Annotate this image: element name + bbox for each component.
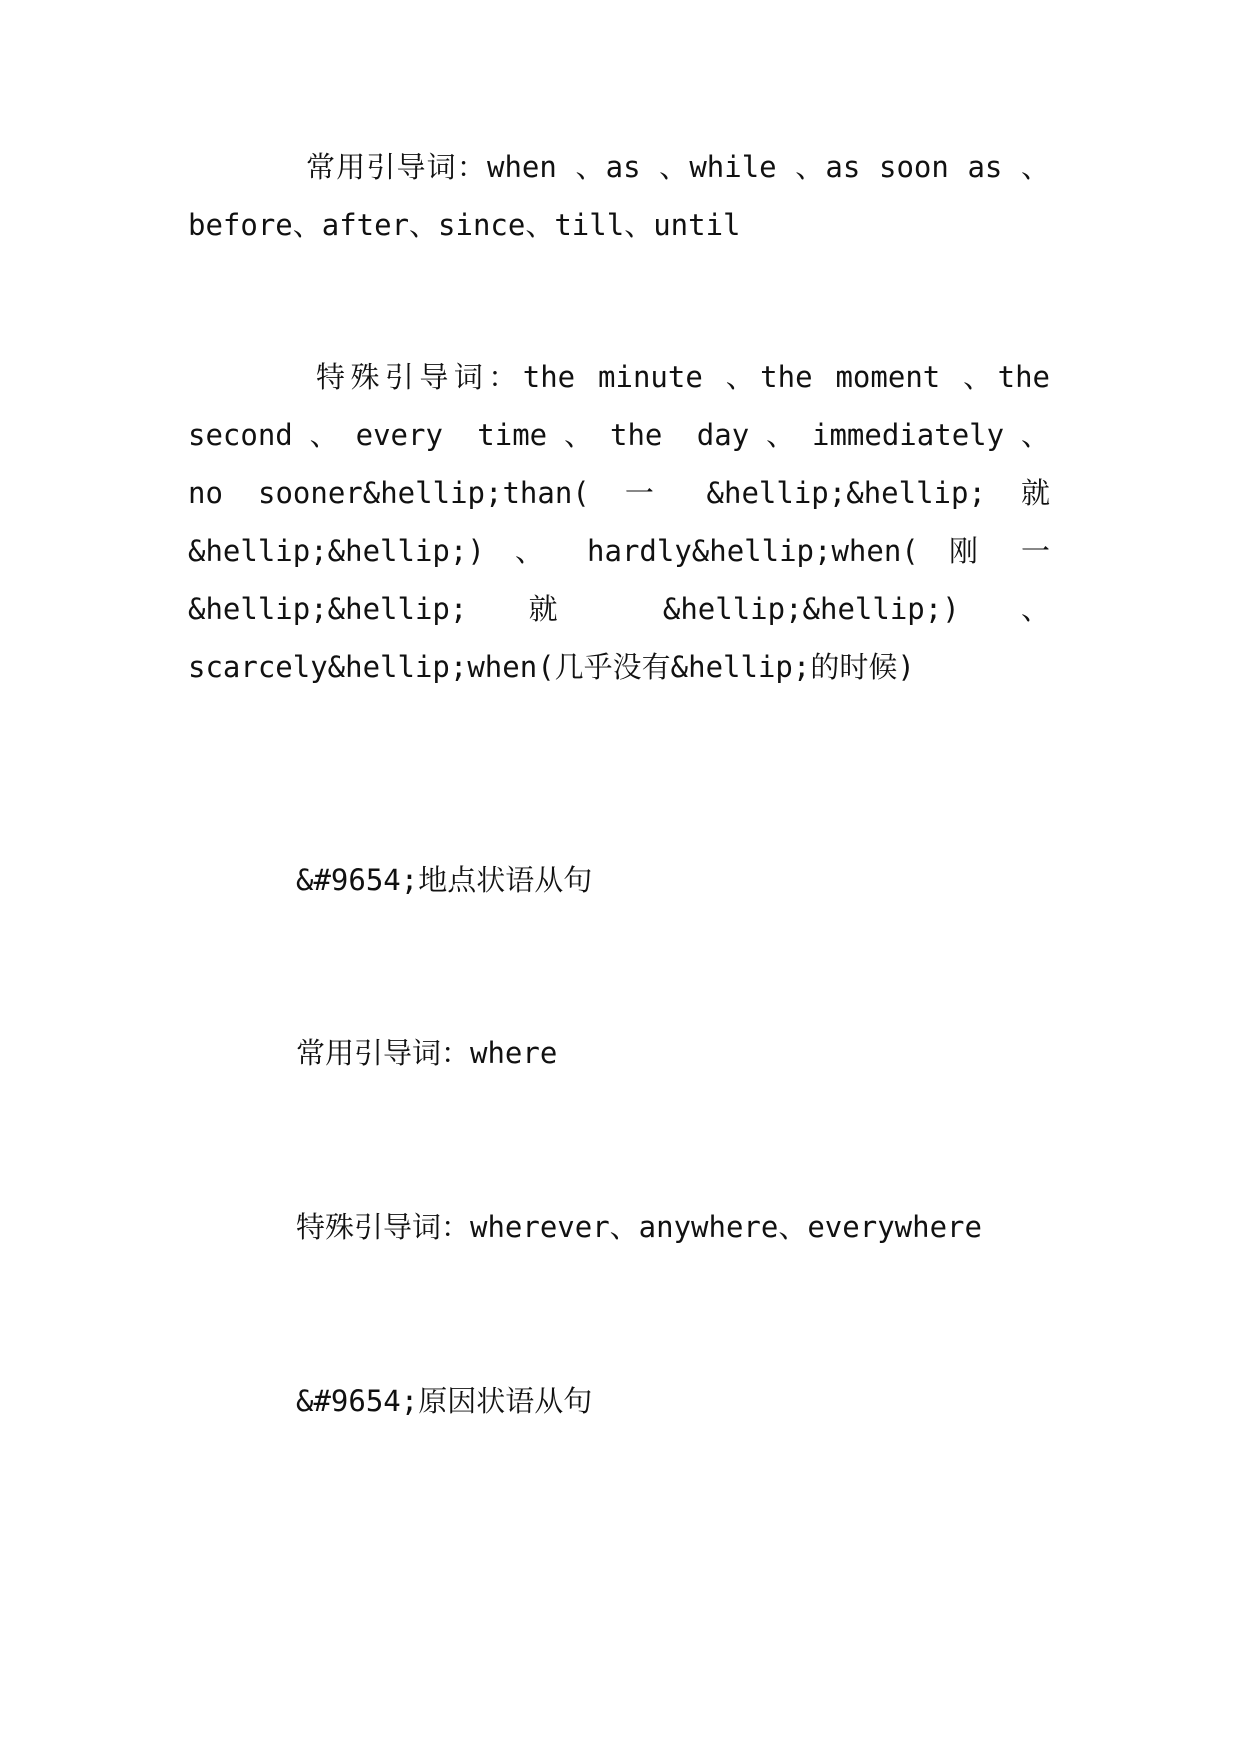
place-clause-common-conjunctions: 常用引导词：where bbox=[296, 1036, 558, 1070]
paragraph-line: scarcely&hellip;when(几乎没有&hellip;的时候) bbox=[188, 650, 915, 684]
place-clause-special-conjunctions: 特殊引导词：wherever、anywhere、everywhere bbox=[296, 1210, 982, 1244]
paragraph-line: no sooner&hellip;than( 一 &hellip;&hellip; 就 bbox=[188, 476, 1050, 510]
paragraph-line: &hellip;&hellip;) 、 hardly&hellip;when( 刚 一 bbox=[188, 534, 1050, 568]
place-clause-heading: &#9654;地点状语从句 bbox=[296, 863, 593, 897]
paragraph-line: before、after、since、till、until bbox=[188, 208, 741, 242]
paragraph-line: 常用引导词：when 、as 、while 、as soon as 、 bbox=[306, 150, 1050, 184]
reason-clause-heading: &#9654;原因状语从句 bbox=[296, 1384, 593, 1418]
paragraph-line: 特殊引导词：the minute 、the moment 、the bbox=[316, 360, 1050, 394]
time-clause-special-conjunctions bbox=[188, 348, 1050, 696]
time-clause-common-conjunctions bbox=[188, 138, 1050, 254]
paragraph-line: &hellip;&hellip; 就 &hellip;&hellip;) 、 bbox=[188, 592, 1050, 626]
paragraph-line: second、every time、the day、immediately、 bbox=[188, 418, 1050, 452]
